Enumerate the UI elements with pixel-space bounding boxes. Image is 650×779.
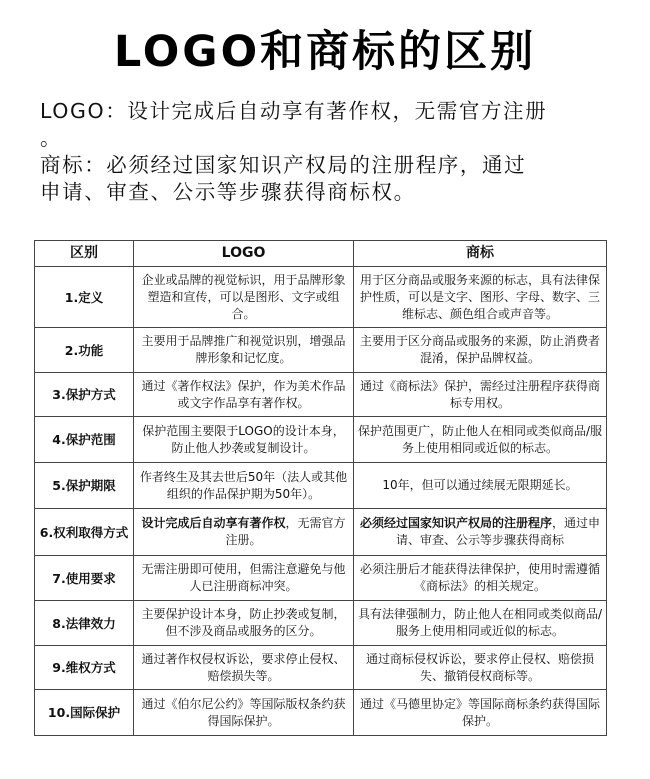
comparison-table [34, 240, 607, 736]
row-label: 8.法律效力 [35, 601, 134, 646]
logo-cell: 通过著作权侵权诉讼，要求停止侵权、赔偿损失等。 [134, 646, 354, 690]
logo-cell-rest: ，无需官方注册。 [225, 516, 346, 547]
table-row [35, 328, 607, 373]
table-row [35, 556, 607, 601]
trademark-cell-rest: ，通过申请、审查、公示等步骤获得商标 [395, 516, 601, 547]
intro-trademark-line-2: 申请、审查、公示等步骤获得商标权。 [40, 180, 416, 204]
logo-cell: 无需注册即可使用，但需注意避免与他人已注册商标冲突。 [134, 556, 354, 601]
trademark-cell [354, 509, 607, 556]
header-difference: 区别 [35, 241, 134, 267]
trademark-cell: 必须注册后才能获得法律保护，使用时需遵循《商标法》的相关规定。 [354, 556, 607, 601]
trademark-cell: 主要用于区分商品或服务的来源，防止消费者混淆，保护品牌权益。 [354, 328, 607, 373]
table-row [35, 463, 607, 509]
table-row [35, 417, 607, 463]
row-label: 9.维权方式 [35, 646, 134, 690]
row-label: 6.权利取得方式 [35, 509, 134, 556]
trademark-cell [354, 267, 607, 328]
table-row [35, 373, 607, 417]
row-label: 3.保护方式 [35, 373, 134, 417]
trademark-cell: 具有法律强制力，防止他人在相同或类似商品/服务上使用相同或近似的标志。 [354, 601, 607, 646]
logo-cell: 主要用于品牌推广和视觉识别，增强品牌形象和记忆度。 [134, 328, 354, 373]
row-label: 4.保护范围 [35, 417, 134, 463]
table-row [35, 646, 607, 690]
intro-logo-line-end: 。 [40, 126, 63, 150]
logo-cell: 企业或品牌的视觉标识，用于品牌形象塑造和宣传，可以是图形、文字或组合。 [134, 267, 354, 328]
trademark-cell: 10年，但可以通过续展无限期延长。 [354, 463, 607, 509]
logo-cell [134, 509, 354, 556]
logo-cell: 通过《伯尔尼公约》等国际版权条约获得国际保护。 [134, 690, 354, 736]
row-label: 10.国际保护 [35, 690, 134, 736]
table-row [35, 267, 607, 328]
intro-trademark-line: 商标：必须经过国家知识产权局的注册程序，通过 [40, 153, 527, 177]
intro-logo-line: LOGO：设计完成后自动享有著作权，无需官方注册 [40, 99, 548, 123]
trademark-cell: 通过《商标法》保护，需经过注册程序获得商标专用权。 [354, 373, 607, 417]
trademark-cell-text: 用于区分商品或服务来源的标志，具有法律保护性质，可以是文字、图形、字母、数字、三维标志、颜色组合或声音等。 [359, 273, 600, 321]
trademark-cell: 通过《马德里协定》等国际商标条约获得国际保护。 [354, 690, 607, 736]
logo-cell: 主要保护设计本身，防止抄袭或复制，但不涉及商品或服务的区分。 [134, 601, 354, 646]
table-row [35, 690, 607, 736]
trademark-cell: 保护范围更广，防止他人在相同或类似商品/服务上使用相同或近似的标志。 [354, 417, 607, 463]
logo-cell-bold: 设计完成后自动享有著作权 [141, 516, 286, 530]
logo-cell: 作者终生及其去世后50年（法人或其他组织的作品保护期为50年）。 [134, 463, 354, 509]
header-logo: LOGO [134, 241, 354, 267]
row-label: 2.功能 [35, 328, 134, 373]
header-trademark: 商标 [354, 241, 607, 267]
row-label: 5.保护期限 [35, 463, 134, 509]
row-label: 1.定义 [35, 267, 134, 328]
table-row [35, 509, 607, 556]
page-title: LOGO和商标的区别 [113, 27, 537, 77]
intro-text [40, 98, 620, 206]
trademark-cell-bold: 必须经过国家知识产权局的注册程序 [359, 516, 552, 530]
table-row [35, 601, 607, 646]
row-label: 7.使用要求 [35, 556, 134, 601]
trademark-cell: 通过商标侵权诉讼，要求停止侵权、赔偿损失、撤销侵权商标等。 [354, 646, 607, 690]
logo-cell: 保护范围主要限于LOGO的设计本身，防止他人抄袭或复制设计。 [134, 417, 354, 463]
logo-cell: 通过《著作权法》保护，作为美术作品或文字作品享有著作权。 [134, 373, 354, 417]
table-header-row [35, 241, 607, 267]
